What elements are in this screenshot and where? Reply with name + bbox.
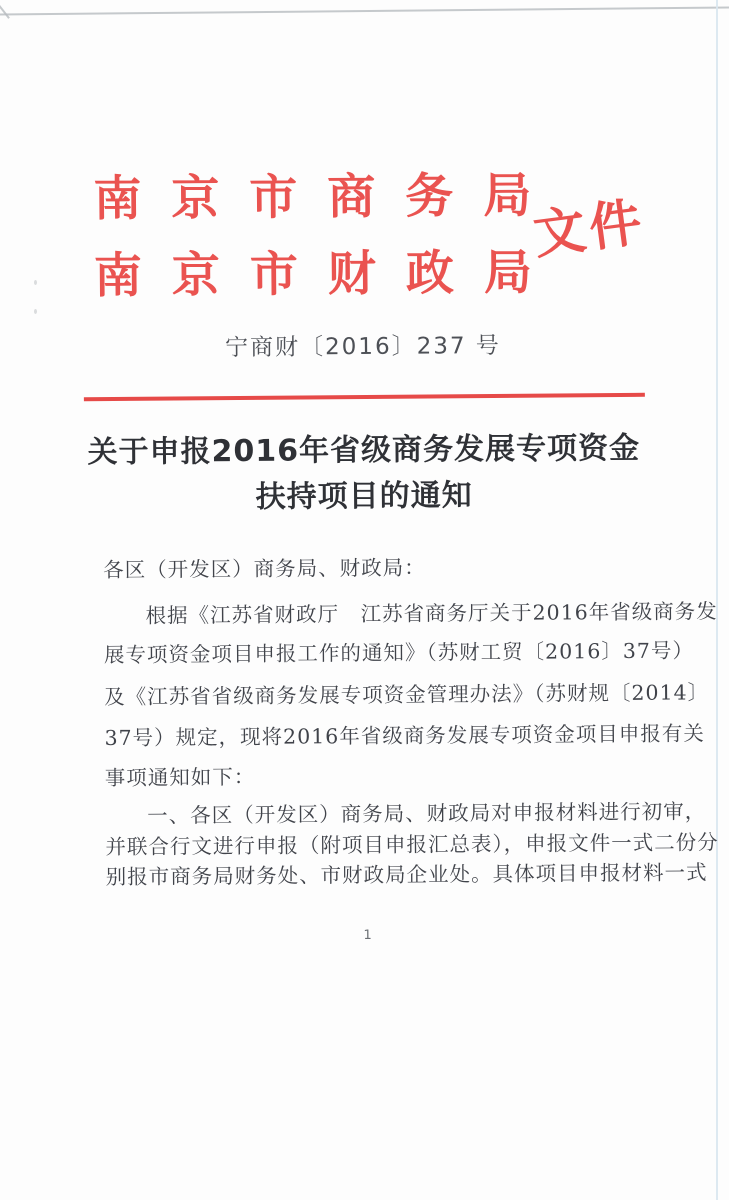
body-line: 及《江苏省省级商务发展专项资金管理办法》（苏财规〔2014〕 xyxy=(104,680,710,710)
body-line: 展专项资金项目申报工作的通知》（苏财工贸〔2016〕37号） xyxy=(103,638,694,668)
issuer-name-line-1: 南京市商务局 xyxy=(93,167,562,228)
issuer-name-line-2: 南京市财政局 xyxy=(93,244,563,305)
salutation-line: 各区（开发区）商务局、财政局： xyxy=(103,555,426,583)
body-line: 别报市商务局财务处、市财政局企业处。具体项目申报材料一式 xyxy=(105,860,708,890)
body-line: 事项通知如下： xyxy=(104,764,256,791)
document-title-line-1: 关于申报2016年省级商务发展专项资金 xyxy=(87,430,641,471)
body-line: 一、各区（开发区）商务局、财政局对申报材料进行初审， xyxy=(147,799,707,828)
document-title xyxy=(0,425,729,523)
doc-type-label: 文件 xyxy=(530,191,649,267)
doc-reference-number: 宁商财〔2016〕237 号 xyxy=(225,332,501,362)
body-line: 并联合行文进行申报（附项目申报汇总表），申报文件一式二份分 xyxy=(105,830,719,860)
document-body xyxy=(103,547,719,894)
document-title-line-2: 扶持项目的通知 xyxy=(255,478,473,515)
body-line: 根据《江苏省财政厅 江苏省商务厅关于2016年省级商务发 xyxy=(145,599,718,628)
body-line: 37号）规定，现将2016年省级商务发展专项资金项目申报有关 xyxy=(104,721,705,751)
red-divider-line xyxy=(84,393,645,401)
page-number: 1 xyxy=(363,927,372,944)
